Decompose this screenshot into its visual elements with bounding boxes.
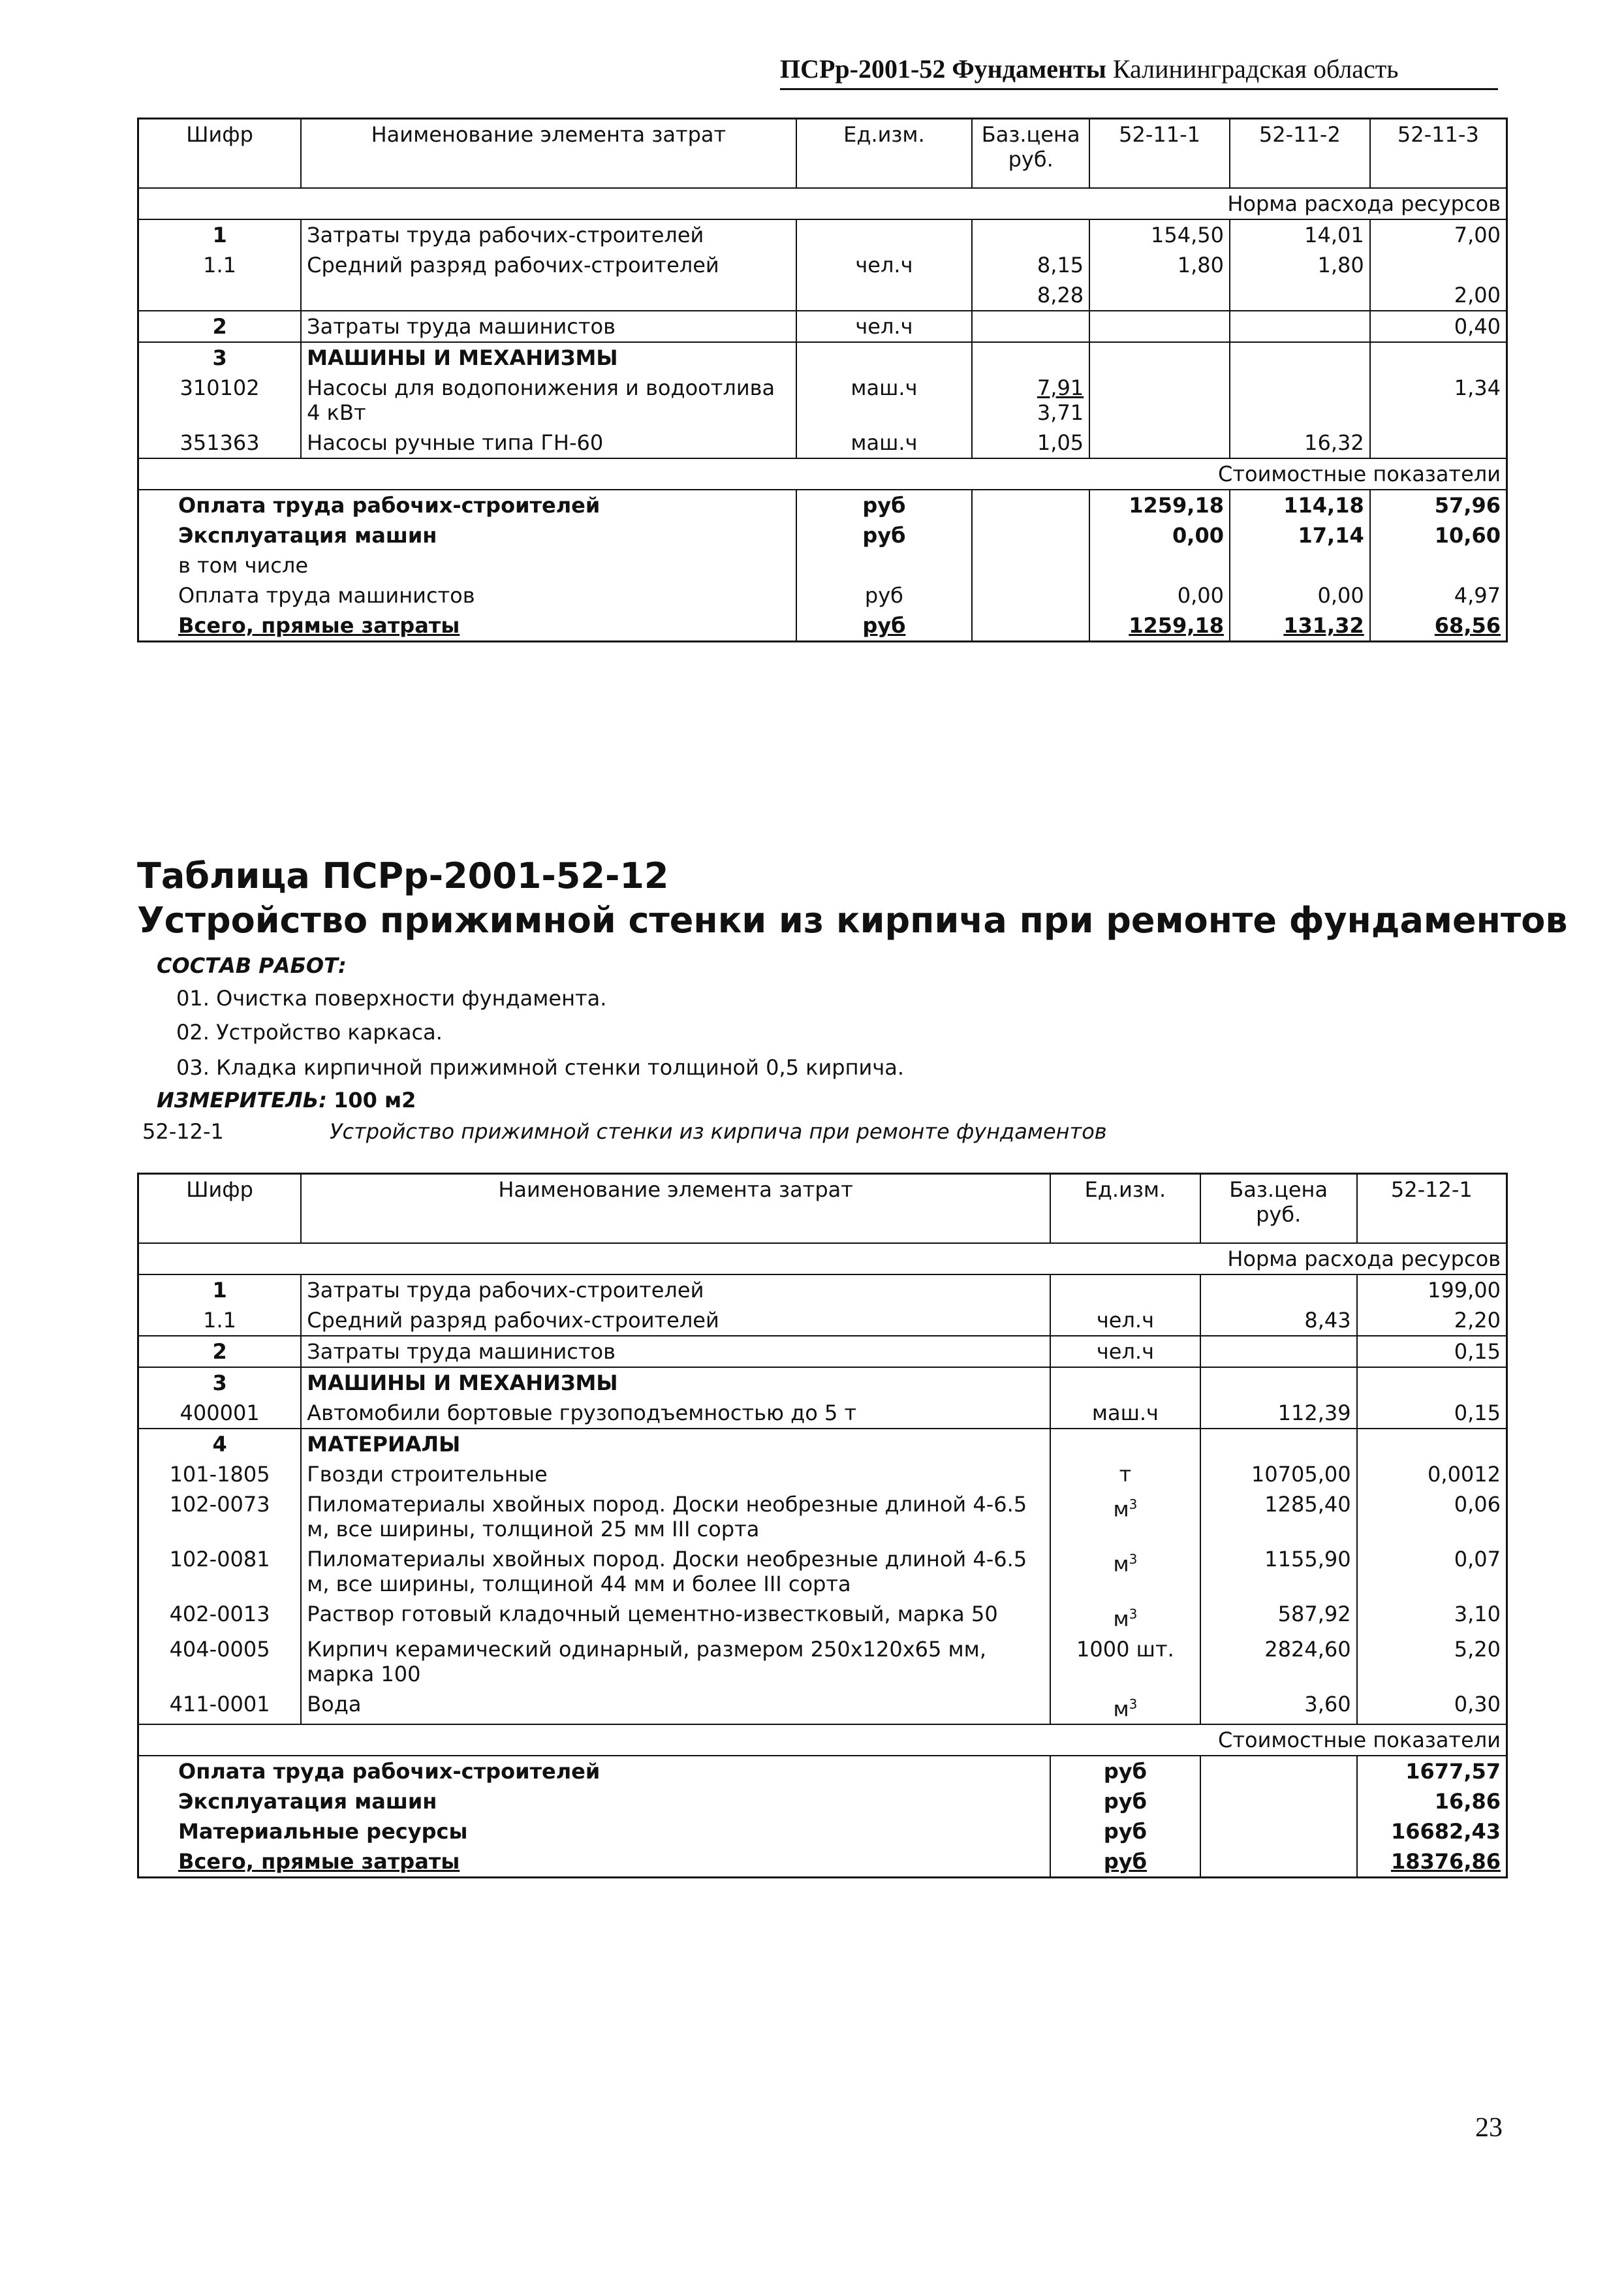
cost-label: Стоимостные показатели (1218, 462, 1501, 486)
cost-value-2: 114,18 (1230, 490, 1370, 520)
col-header-price: Баз.цена руб. (1200, 1174, 1357, 1244)
table-row (138, 1336, 1507, 1367)
row-code: 411-0001 (169, 1691, 270, 1716)
cost-unit: руб (1050, 1816, 1200, 1846)
row-code: 402-0013 (169, 1602, 270, 1626)
cost-name: Материальные ресурсы (178, 1819, 468, 1844)
table-row (138, 219, 1507, 250)
cost-unit: руб (1050, 1786, 1200, 1816)
cost-value: 18376,86 (1357, 1846, 1507, 1878)
work-item: 03. Кладка кирпичной прижимной стенки толщиной 0,5 кирпича. (176, 1055, 904, 1080)
header-region: Калининградская область (1112, 54, 1399, 84)
table-row (138, 428, 1507, 458)
row-code: 2 (212, 314, 227, 339)
unit-text: м (1113, 1696, 1129, 1722)
col-header-price: Баз.цена руб. (972, 119, 1089, 189)
row-name: Насосы для водопонижения и водоотлива 4 кВт (301, 373, 796, 428)
row-unit (796, 280, 973, 311)
table-row (138, 1459, 1507, 1489)
row-value-3: 1,34 (1370, 373, 1507, 428)
row-value-3 (1370, 428, 1507, 458)
row-value: 0,0012 (1357, 1459, 1507, 1489)
cost-row (138, 580, 1507, 610)
table-subtitle: Устройство прижимной стенки из кирпича при ремонте фундаментов (137, 900, 1568, 941)
row-code: 1.1 (203, 253, 237, 277)
row-price: 1,05 (972, 428, 1089, 458)
row-name: МАШИНЫ И МЕХАНИЗМЫ (301, 1367, 1050, 1398)
cost-value-2: 131,32 (1230, 610, 1370, 642)
table-header-row (138, 119, 1507, 189)
cost-value: 16682,43 (1357, 1816, 1507, 1846)
row-code: 404-0005 (169, 1636, 270, 1662)
row-unit: маш.ч (1050, 1398, 1200, 1429)
meter-value: 100 м2 (334, 1088, 416, 1113)
row-price: 1155,90 (1200, 1544, 1357, 1599)
row-name: Пиломатериалы хвойных пород. Доски необрезные длиной 4-6.5 м, все ширины, толщиной 25 мм III сорта (301, 1489, 1050, 1544)
cost-label-row (138, 1724, 1507, 1756)
cost-name: Всего, прямые затраты (178, 1849, 460, 1874)
col-header-name: Наименование элемента затрат (301, 1174, 1050, 1244)
row-value: 3,10 (1357, 1599, 1507, 1634)
row-price-2: 3,71 (1037, 400, 1084, 425)
row-value-2: 1,80 (1230, 250, 1370, 280)
row-price (1200, 1274, 1357, 1305)
table-row (138, 1544, 1507, 1599)
cost-unit: руб (796, 610, 973, 642)
row-price: 3,60 (1200, 1689, 1357, 1725)
cost-value-1: 0,00 (1089, 520, 1230, 550)
row-name: Кирпич керамический одинарный, размером 250х120х65 мм, марка 100 (301, 1634, 1050, 1689)
cost-row (138, 550, 1507, 580)
unit-superscript: 3 (1129, 1551, 1138, 1567)
row-name: Затраты труда машинистов (301, 1336, 1050, 1367)
running-header (780, 54, 1498, 90)
cost-value-3: 10,60 (1370, 520, 1507, 550)
unit-superscript: 3 (1129, 1696, 1138, 1712)
row-name: Средний разряд рабочих-строителей (301, 250, 796, 280)
cost-row (138, 490, 1507, 520)
row-name: Затраты труда рабочих-строителей (301, 1274, 1050, 1305)
cost-label: Стоимостные показатели (1218, 1728, 1501, 1753)
cost-row (138, 610, 1507, 642)
row-code: 4 (212, 1432, 227, 1457)
row-name: Насосы ручные типа ГН-60 (301, 428, 796, 458)
row-name: Гвозди строительные (301, 1459, 1050, 1489)
col-header-shifr: Шифр (138, 119, 302, 189)
cost-value-1: 0,00 (1089, 580, 1230, 610)
row-unit (1050, 1489, 1200, 1544)
cost-row (138, 1846, 1507, 1878)
row-price: 1285,40 (1200, 1489, 1357, 1544)
header-section: Фундаменты (952, 54, 1106, 84)
norma-label: Норма расхода ресурсов (1227, 191, 1501, 216)
row-unit: 1000 шт. (1050, 1634, 1200, 1689)
cost-name: Всего, прямые затраты (178, 613, 460, 638)
row-name: Затраты труда рабочих-строителей (301, 219, 796, 250)
row-price (972, 373, 1089, 428)
row-code: 101-1805 (169, 1462, 270, 1487)
row-code: 1 (212, 223, 227, 247)
cost-row (138, 1786, 1507, 1816)
row-value-1 (1089, 311, 1230, 342)
unit-text: м (1113, 1551, 1129, 1577)
cost-row (138, 1756, 1507, 1786)
cost-name: в том числе (178, 553, 308, 578)
row-price: 8,28 (972, 280, 1089, 311)
row-price (972, 219, 1089, 250)
unit-superscript: 3 (1129, 1496, 1138, 1512)
cost-unit: руб (1050, 1846, 1200, 1878)
col-header-unit: Ед.изм. (796, 119, 973, 189)
row-price: 8,43 (1200, 1305, 1357, 1336)
row-code: 310102 (180, 375, 260, 400)
row-name: Затраты труда машинистов (301, 311, 796, 342)
cost-value-1: 1259,18 (1089, 610, 1230, 642)
row-name: Автомобили бортовые грузоподъемностью до 5 т (301, 1398, 1050, 1429)
resource-table-52-11 (137, 118, 1508, 642)
row-value-3 (1370, 250, 1507, 280)
row-value: 0,15 (1357, 1398, 1507, 1429)
page-number: 23 (1475, 2113, 1503, 2143)
col-header-name: Наименование элемента затрат (301, 119, 796, 189)
table-row (138, 1634, 1507, 1689)
table-row (138, 1305, 1507, 1336)
cost-unit: руб (1050, 1756, 1200, 1786)
item-description: Устройство прижимной стенки из кирпича при ремонте фундаментов (330, 1119, 1107, 1144)
row-value: 0,07 (1357, 1544, 1507, 1599)
row-name: МАТЕРИАЛЫ (301, 1429, 1050, 1459)
row-value-1: 154,50 (1089, 219, 1230, 250)
table-row (138, 1599, 1507, 1634)
col-header-52-12-1: 52-12-1 (1357, 1174, 1507, 1244)
row-value-1 (1089, 280, 1230, 311)
row-unit (1050, 1544, 1200, 1599)
row-value: 0,15 (1357, 1336, 1507, 1367)
row-value-3: 0,40 (1370, 311, 1507, 342)
table-row (138, 373, 1507, 428)
row-code: 3 (212, 345, 227, 370)
row-value-2: 14,01 (1230, 219, 1370, 250)
cost-name: Эксплуатация машин (178, 1789, 437, 1814)
meter-line (157, 1088, 416, 1113)
row-price: 587,92 (1200, 1599, 1357, 1634)
col-header-52-11-1: 52-11-1 (1089, 119, 1230, 189)
cost-name: Оплата труда машинистов (178, 583, 475, 608)
row-unit (1050, 1274, 1200, 1305)
row-code: 2 (212, 1339, 227, 1364)
row-value: 2,20 (1357, 1305, 1507, 1336)
table-row (138, 1367, 1507, 1398)
cost-unit: руб (796, 490, 973, 520)
cost-value: 16,86 (1357, 1786, 1507, 1816)
norma-label-row (138, 1243, 1507, 1274)
table-row (138, 280, 1507, 311)
cost-value-2: 17,14 (1230, 520, 1370, 550)
table-row (138, 1689, 1507, 1725)
table-title: Таблица ПСРр-2001-52-12 (137, 855, 669, 896)
row-code: 351363 (180, 430, 260, 455)
row-name (301, 280, 796, 311)
row-code: 102-0073 (169, 1492, 270, 1517)
work-item: 01. Очистка поверхности фундамента. (176, 986, 607, 1011)
row-price (972, 311, 1089, 342)
row-value: 0,06 (1357, 1489, 1507, 1544)
meter-label: ИЗМЕРИТЕЛЬ: (157, 1088, 327, 1113)
table-row (138, 311, 1507, 342)
row-name: МАШИНЫ И МЕХАНИЗМЫ (301, 342, 796, 373)
cost-row (138, 1816, 1507, 1846)
norma-label: Норма расхода ресурсов (1227, 1246, 1501, 1271)
row-value-2 (1230, 280, 1370, 311)
item-code: 52-12-1 (142, 1119, 224, 1144)
unit-superscript: 3 (1129, 1606, 1138, 1622)
row-price: 8,15 (972, 250, 1089, 280)
row-value-2 (1230, 373, 1370, 428)
row-code: 3 (212, 1370, 227, 1395)
row-unit: чел.ч (796, 250, 973, 280)
col-header-52-11-2: 52-11-2 (1230, 119, 1370, 189)
col-header-unit: Ед.изм. (1050, 1174, 1200, 1244)
cost-unit: руб (796, 520, 973, 550)
row-name: Средний разряд рабочих-строителей (301, 1305, 1050, 1336)
row-unit (796, 219, 973, 250)
row-unit: т (1050, 1459, 1200, 1489)
row-unit: чел.ч (1050, 1336, 1200, 1367)
row-price: 10705,00 (1200, 1459, 1357, 1489)
row-price: 112,39 (1200, 1398, 1357, 1429)
header-code: ПСРр-2001-52 (780, 54, 946, 84)
cost-name: Эксплуатация машин (178, 523, 437, 548)
work-item: 02. Устройство каркаса. (176, 1020, 443, 1045)
col-header-52-11-3: 52-11-3 (1370, 119, 1507, 189)
cost-value: 1677,57 (1357, 1756, 1507, 1786)
row-value: 5,20 (1357, 1634, 1507, 1689)
row-value: 199,00 (1357, 1274, 1507, 1305)
table-row (138, 1398, 1507, 1429)
row-unit: чел.ч (796, 311, 973, 342)
table-header-row (138, 1174, 1507, 1244)
row-unit (1050, 1599, 1200, 1634)
row-price-1: 7,91 (1037, 375, 1084, 400)
row-value-1: 1,80 (1089, 250, 1230, 280)
cost-row (138, 520, 1507, 550)
row-code: 102-0081 (169, 1547, 270, 1572)
unit-text: м (1113, 1606, 1129, 1632)
table-row (138, 342, 1507, 373)
row-price (1200, 1336, 1357, 1367)
cost-value-3: 4,97 (1370, 580, 1507, 610)
row-unit: маш.ч (796, 428, 973, 458)
cost-name: Оплата труда рабочих-строителей (178, 493, 601, 518)
row-value-2 (1230, 311, 1370, 342)
table-row (138, 1429, 1507, 1459)
row-value-3: 2,00 (1370, 280, 1507, 311)
cost-value-2: 0,00 (1230, 580, 1370, 610)
norma-label-row (138, 188, 1507, 219)
row-name: Раствор готовый кладочный цементно-известковый, марка 50 (301, 1599, 1050, 1634)
row-price: 2824,60 (1200, 1634, 1357, 1689)
table-row (138, 250, 1507, 280)
row-value: 0,30 (1357, 1689, 1507, 1725)
cost-value-3: 57,96 (1370, 490, 1507, 520)
row-name: Пиломатериалы хвойных пород. Доски необрезные длиной 4-6.5 м, все ширины, толщиной 44 мм и более III сорта (301, 1544, 1050, 1599)
cost-label-row (138, 458, 1507, 490)
row-unit: чел.ч (1050, 1305, 1200, 1336)
row-code: 400001 (180, 1400, 260, 1425)
row-value-1 (1089, 428, 1230, 458)
cost-name: Оплата труда рабочих-строителей (178, 1759, 601, 1784)
row-unit (1050, 1689, 1200, 1725)
cost-value-1: 1259,18 (1089, 490, 1230, 520)
table-row (138, 1489, 1507, 1544)
col-header-shifr: Шифр (138, 1174, 302, 1244)
row-code: 1.1 (203, 1308, 237, 1333)
cost-unit: руб (796, 580, 973, 610)
row-unit: маш.ч (796, 373, 973, 428)
works-label: СОСТАВ РАБОТ: (157, 953, 347, 978)
row-value-1 (1089, 373, 1230, 428)
row-code: 1 (212, 1278, 227, 1303)
row-value-2: 16,32 (1230, 428, 1370, 458)
unit-text: м (1113, 1496, 1129, 1522)
row-name: Вода (301, 1689, 1050, 1725)
cost-value-3: 68,56 (1370, 610, 1507, 642)
row-code (138, 280, 302, 311)
row-value-3: 7,00 (1370, 219, 1507, 250)
resource-table-52-12 (137, 1173, 1508, 1878)
table-row (138, 1274, 1507, 1305)
